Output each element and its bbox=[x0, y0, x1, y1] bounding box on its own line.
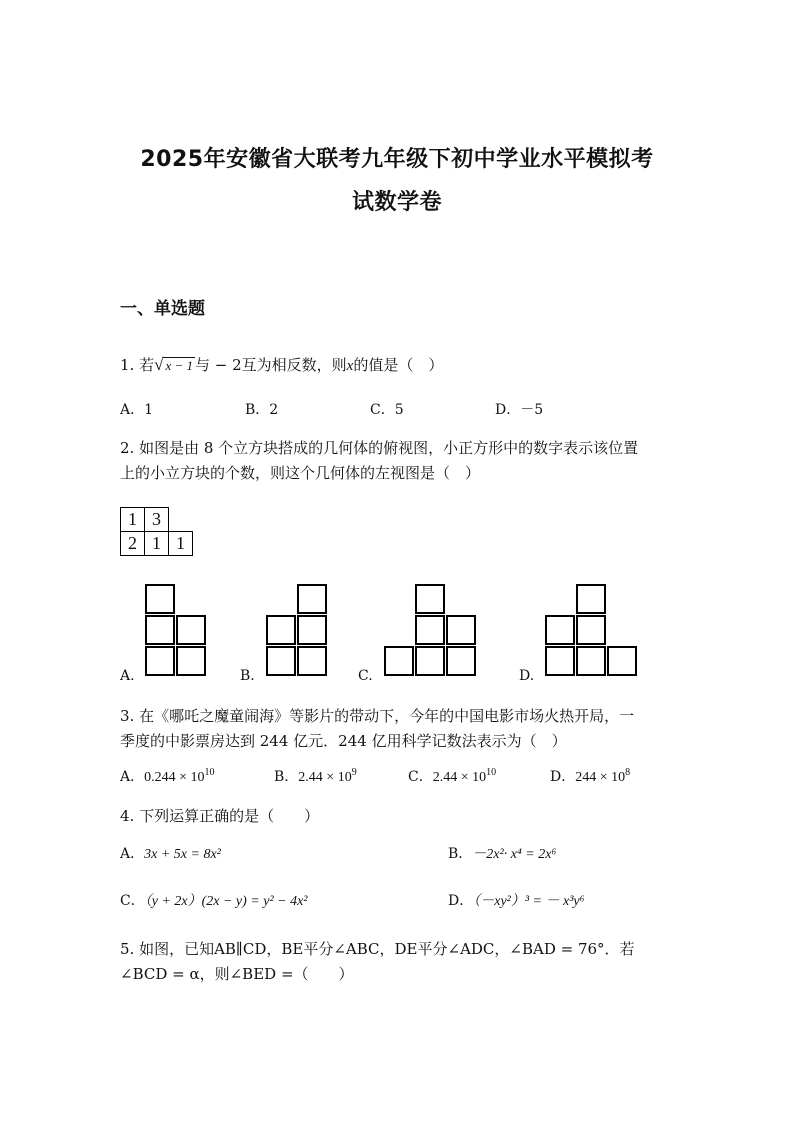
q4-option-d: D．（－xy²）³ = － x³y⁶ bbox=[448, 893, 585, 909]
grid-cell: 1 bbox=[169, 532, 193, 556]
q4-option-c: C．（y + 2x）(2x − y) = y² − 4x² bbox=[120, 893, 308, 909]
question-5-line1: 5. 如图，已知AB∥CD，BE平分∠ABC，DE平分∠ADC，∠BAD = 76°．若 bbox=[120, 940, 635, 958]
q3-option-d: D．$244 \times 10^8$ bbox=[550, 767, 631, 785]
q1-option-b: B．2 bbox=[245, 402, 279, 418]
q1-option-c: C．5 bbox=[370, 402, 404, 418]
q3-option-b: B．$2.44 \times 10^9$ bbox=[274, 767, 357, 785]
q1-option-d: D．－5 bbox=[495, 402, 544, 418]
q3-option-c: C．$2.44 \times 10^{10}$ bbox=[408, 767, 497, 785]
question-2-line1: 2. 如图是由 8 个立方块搭成的几何体的俯视图，小正方形中的数字表示该位置 bbox=[120, 439, 639, 457]
question-1-mid: 与 − 2互为相反数，则 bbox=[195, 356, 347, 374]
q3-option-a: A．$0.244 \times 10^{10}$ bbox=[120, 767, 215, 785]
q2-label-c: C. bbox=[358, 668, 373, 684]
question-4-stem: 4. 下列运算正确的是（ ） bbox=[120, 807, 320, 825]
grid-cell: 1 bbox=[121, 508, 145, 532]
q1-option-a: A．1 bbox=[120, 402, 154, 418]
question-1-var: x bbox=[346, 358, 354, 374]
question-2-line2: 上的小立方块的个数，则这个几何体的左视图是（ ） bbox=[120, 464, 481, 482]
question-1-post: 的值是（ ） bbox=[353, 356, 444, 374]
question-1 bbox=[120, 354, 443, 375]
q2-label-b: B. bbox=[240, 668, 255, 684]
radicand: x − 1 bbox=[165, 358, 193, 373]
top-view-grid bbox=[120, 507, 193, 556]
q4-option-b: B．－2x²· x⁴ = 2x⁶ bbox=[448, 846, 557, 862]
question-3-line1: 3. 在《哪吒之魔童闹海》等影片的带动下，今年的中国电影市场火热开局，一 bbox=[120, 707, 635, 725]
grid-cell: 3 bbox=[145, 508, 169, 532]
question-1-pre: 若 bbox=[139, 356, 155, 374]
section-heading: 一、单选题 bbox=[120, 299, 205, 319]
sqrt-expression: √ x − 1 bbox=[154, 355, 193, 374]
grid-cell: 1 bbox=[145, 532, 169, 556]
question-5-line2: ∠BCD = α，则∠BED =（ ） bbox=[120, 965, 354, 983]
q2-label-d: D. bbox=[519, 668, 535, 684]
document-title-line2: 试数学卷 bbox=[351, 190, 442, 215]
question-3-line2: 季度的中影票房达到 244 亿元．244 亿用科学记数法表示为（ ） bbox=[120, 732, 567, 750]
q4-option-a: A．3x + 5x = 8x² bbox=[120, 846, 221, 862]
document-title-line1: 2025年安徽省大联考九年级下初中学业水平模拟考 bbox=[140, 147, 654, 172]
q2-label-a: A. bbox=[120, 668, 135, 684]
grid-cell: 2 bbox=[121, 532, 145, 556]
question-1-number: 1. bbox=[120, 356, 135, 374]
